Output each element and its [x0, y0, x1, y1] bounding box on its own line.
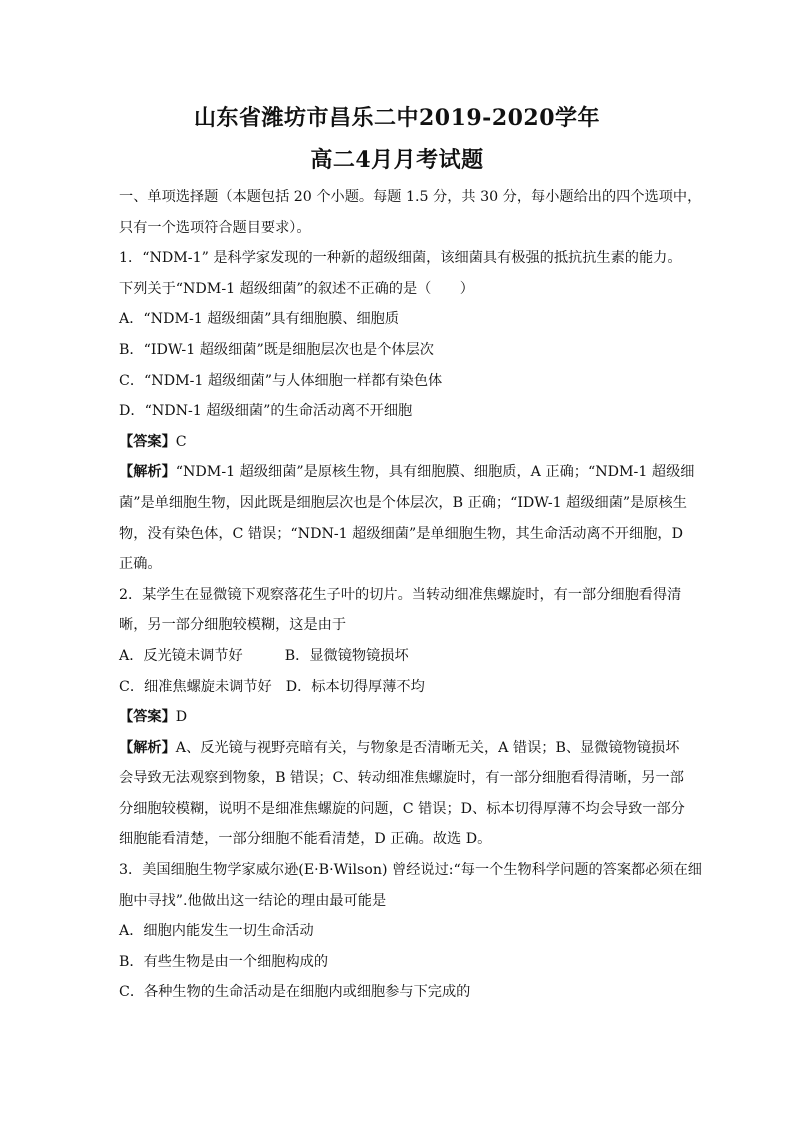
- document-body: [119, 182, 702, 1008]
- q3-stem-line-2: 胞中寻找”.他做出这一结论的理由最可能是: [119, 892, 387, 909]
- answer-tag: 【答案】: [119, 433, 176, 450]
- section-instruction-line-1: 一、单项选择题（本题包括 20 个小题。每题 1.5 分，共 30 分，每小题给出的四个选项中，: [119, 189, 702, 205]
- q2-analysis-line-4: 细胞能看清楚，一部分细胞不能看清楚，D 正确。故选 D。: [119, 831, 492, 848]
- q2-analysis-line-3: 分细胞较模糊，说明不是细准焦螺旋的问题，C 错误；D、标本切得厚薄不均会导致一部分: [119, 800, 685, 817]
- q2-option-c: C．细准焦螺旋未调节好: [119, 678, 272, 695]
- q1-answer: [119, 427, 679, 458]
- answer-tag: 【答案】: [119, 709, 176, 726]
- q3-option-b: B．有些生物是由一个细胞构成的: [119, 953, 329, 970]
- title-line-2: 高二4月月考试题: [310, 147, 484, 173]
- q1-analysis-line-2: 菌”是单细胞生物，因此既是细胞层次也是个体层次，B 正确；“IDW-1 超级细菌”是原核生: [119, 494, 687, 511]
- q2-analysis-line-1: [119, 733, 679, 764]
- q2-options-row-1: [119, 641, 679, 672]
- q1-stem-line-2: 下列关于“NDM-1 超级细菌”的叙述不正确的是（ ）: [119, 280, 474, 297]
- q1-option-c: C．“NDM-1 超级细菌”与人体细胞一样都有染色体: [119, 372, 443, 389]
- q2-stem-line-2: 晰，另一部分细胞较模糊，这是由于: [119, 617, 347, 634]
- analysis-text: A、反光镜与视野亮暗有关，与物象是否清晰无关，A 错误；B、显微镜物镜损坏: [175, 739, 680, 756]
- q2-option-a: A．反光镜未调节好: [119, 647, 243, 664]
- q3-option-c: C．各种生物的生命活动是在细胞内或细胞参与下完成的: [119, 984, 471, 1001]
- q2-option-b: B．显微镜物镜损坏: [284, 647, 409, 664]
- q1-option-b: B．“IDW-1 超级细菌”既是细胞层次也是个体层次: [119, 341, 434, 358]
- section-instruction-line-2: 只有一个选项符合题目要求）。: [119, 219, 311, 236]
- q3-stem-line-1: 3．美国细胞生物学家威尔逊(E·B·Wilson) 曾经说过:“每一个生物科学问题的答案都必须在细: [119, 862, 702, 879]
- q1-analysis-line-1: [119, 457, 695, 488]
- q3-option-a: A．细胞内能发生一切生命活动: [119, 923, 314, 940]
- answer-value: C: [175, 433, 187, 450]
- analysis-tag: 【解析】: [119, 464, 176, 481]
- q2-answer: [119, 702, 679, 733]
- q2-option-d: D．标本切得厚薄不均: [285, 678, 425, 695]
- q1-analysis-line-3: 物，没有染色体，C 错误；“NDN-1 超级细菌”是单细胞生物，其生命活动离不开细胞，D: [119, 525, 683, 542]
- q2-analysis-line-2: 会导致无法观察到物象，B 错误；C、转动细准焦螺旋时，有一部分细胞看得清晰，另一部: [119, 770, 684, 787]
- q1-stem-line-1: 1．“NDM-1” 是科学家发现的一种新的超级细菌，该细菌具有极强的抵抗抗生素的能力。: [119, 250, 682, 267]
- q2-stem-line-1: 2．某学生在显微镜下观察落花生子叶的切片。当转动细准焦螺旋时，有一部分细胞看得清: [119, 586, 682, 603]
- q2-options-row-2: [119, 672, 679, 703]
- analysis-tag: 【解析】: [119, 739, 176, 756]
- title-line-1: 山东省潍坊市昌乐二中2019-2020学年: [193, 105, 601, 131]
- q1-analysis-line-4: 正确。: [119, 556, 162, 573]
- q1-option-a: A．“NDM-1 超级细菌”具有细胞膜、细胞质: [119, 311, 400, 328]
- answer-value: D: [175, 709, 188, 726]
- analysis-text: “NDM-1 超级细菌”是原核生物，具有细胞膜、细胞质，A 正确；“NDM-1 超级细: [175, 464, 695, 481]
- q1-option-d: D．“NDN-1 超级细菌”的生命活动离不开细胞: [119, 403, 413, 420]
